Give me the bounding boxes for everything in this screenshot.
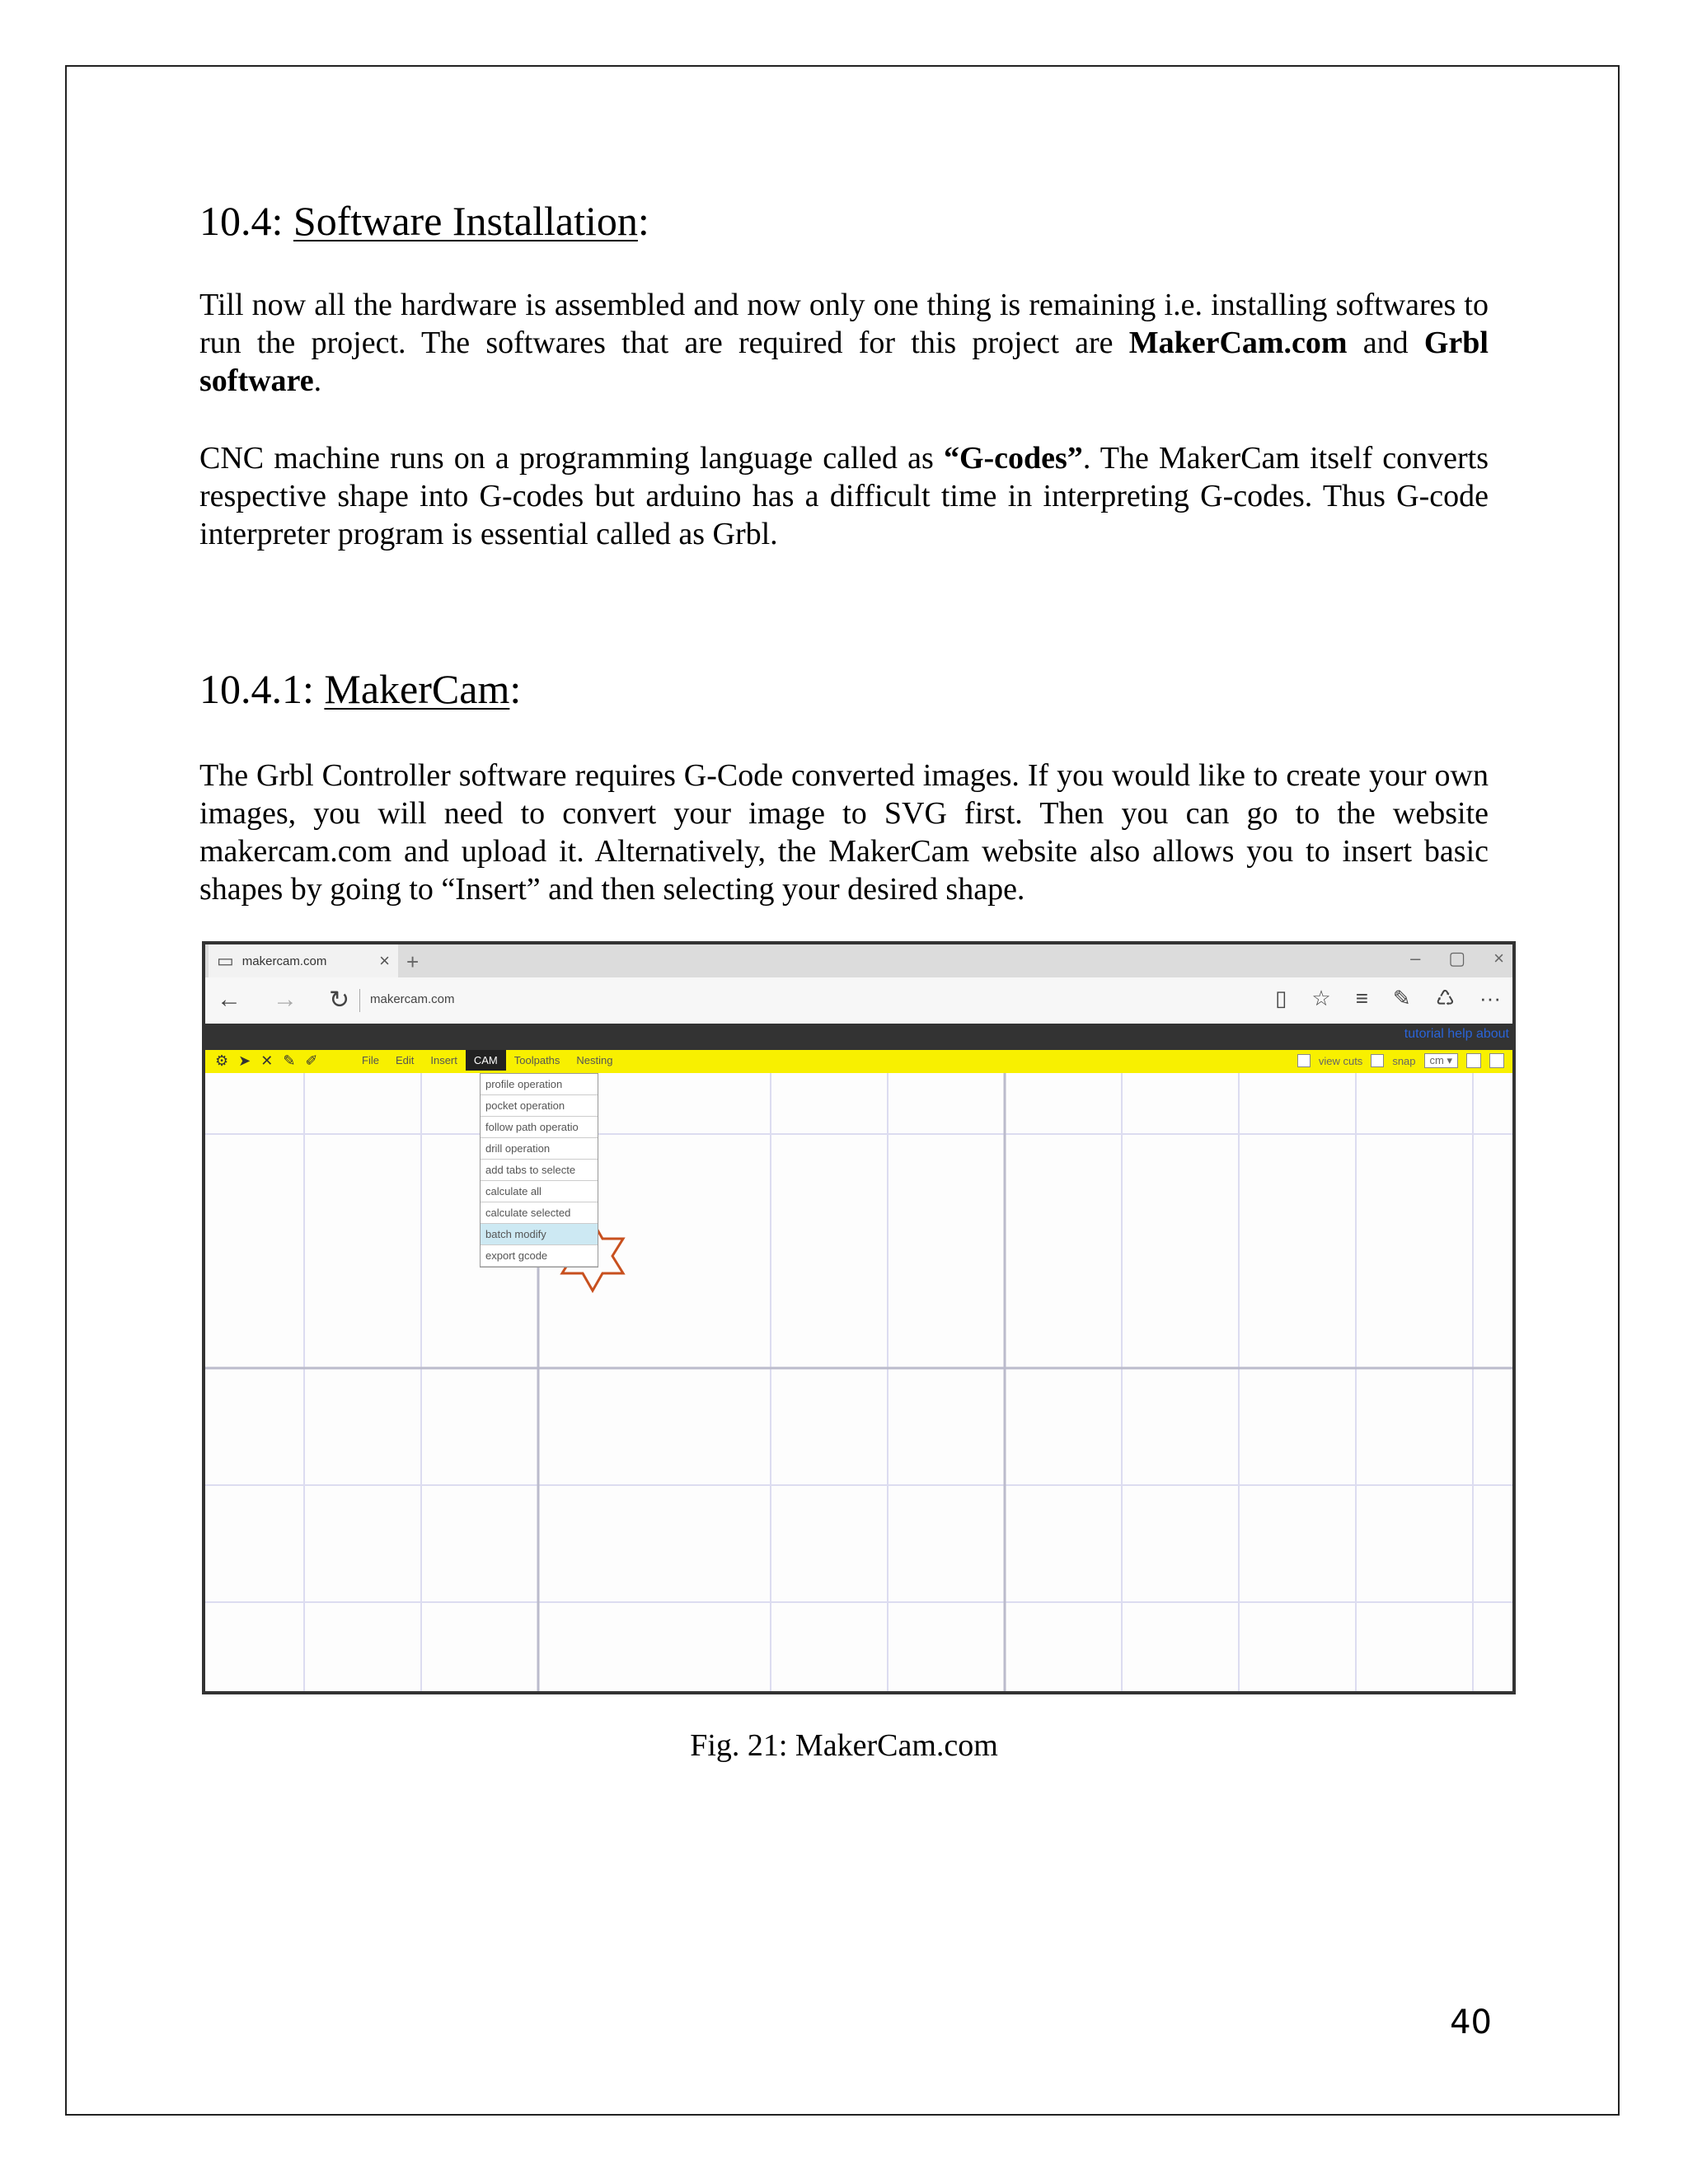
canvas-axes — [205, 1073, 1512, 1694]
window-controls — [1410, 948, 1504, 969]
paragraph-gcodes: CNC machine runs on a programming language called as “G-codes”. The MakerCam itself converts respective shape into G-codes but arduino has a difficult time in interpreting G-codes. Thus G-code interpreter program is essential called as Grbl. — [199, 441, 1489, 551]
menu-nesting[interactable]: Nesting — [576, 1054, 613, 1066]
paragraph-installation: Till now all the hardware is assembled and now only one thing is remaining i.e. installing softwares to run the project. The softwares that are required for this project are MakerCam.com and Grbl software. — [199, 288, 1489, 398]
pointer-icon[interactable]: ➤ — [238, 1052, 251, 1069]
zoom-out-button[interactable] — [1489, 1053, 1504, 1068]
snap-label: snap — [1392, 1054, 1416, 1067]
menu-edit[interactable]: Edit — [395, 1054, 415, 1066]
view-controls — [1297, 1053, 1504, 1068]
view-cuts-label: view cuts — [1318, 1054, 1363, 1067]
subsection-colon: : — [509, 666, 522, 712]
page-icon: ▭ — [217, 950, 234, 971]
canvas-grid — [205, 1073, 1512, 1694]
drawing-canvas[interactable] — [205, 1073, 1512, 1694]
zoom-in-button[interactable] — [1466, 1053, 1481, 1068]
app-toolbar — [205, 1050, 1512, 1073]
nav-buttons — [217, 986, 349, 1015]
web-note-icon[interactable]: ✎ — [1392, 986, 1411, 1010]
view-cuts-checkbox[interactable] — [1297, 1054, 1311, 1067]
browser-tabbar — [205, 944, 1512, 977]
gear-icon[interactable]: ⚙ — [215, 1052, 229, 1069]
menu-item-export-gcode[interactable]: export gcode — [481, 1245, 598, 1267]
menu-toolpaths[interactable]: Toolpaths — [513, 1054, 560, 1066]
makercam-bold: MakerCam.com — [1128, 326, 1348, 360]
tab-title: makercam.com — [241, 954, 327, 968]
maximize-icon[interactable]: ▢ — [1448, 948, 1466, 968]
subsection-heading — [199, 664, 521, 714]
hub-icon[interactable]: ≡ — [1355, 986, 1368, 1010]
paragraph-makercam: The Grbl Controller software requires G-Code converted images. If you would like to create your own images, you will need to convert your image to SVG first. Then you can go to the website makercam.com and upload it. Alternatively, the MakerCam website also allows you to insert basic shapes by going to “Insert” and then selecting your desired shape. — [199, 758, 1489, 907]
grbl-bold: Grbl software — [199, 326, 1489, 398]
address-bar — [205, 977, 1512, 1024]
menu-item-follow-path-operation[interactable]: follow path operatio — [481, 1117, 598, 1138]
top-links[interactable]: tutorial help about — [1404, 1027, 1509, 1041]
unit-select[interactable]: cm ▾ — [1424, 1053, 1458, 1068]
page-number: 40 — [1450, 2004, 1492, 2041]
pencil-icon[interactable]: ✐ — [305, 1052, 318, 1069]
menu-cam[interactable]: CAM — [466, 1050, 506, 1071]
close-icon[interactable]: × — [1493, 948, 1504, 968]
refresh-icon[interactable]: ↻ — [329, 987, 350, 1014]
figure-caption: Fig. 21: MakerCam.com — [690, 1728, 998, 1763]
makercam-screenshot — [202, 941, 1516, 1694]
share-icon[interactable]: ♺ — [1435, 986, 1456, 1010]
menu-item-calculate-selected[interactable]: calculate selected — [481, 1202, 598, 1224]
favorite-star-icon[interactable]: ☆ — [1311, 986, 1331, 1010]
menu-item-calculate-all[interactable]: calculate all — [481, 1181, 598, 1202]
section-heading — [199, 196, 649, 246]
menu-item-drill-operation[interactable]: drill operation — [481, 1138, 598, 1160]
url-field[interactable]: makercam.com — [370, 992, 455, 1006]
cam-dropdown-menu — [480, 1073, 598, 1268]
section-title: Software Installation — [293, 198, 638, 244]
tab-close-icon[interactable]: × — [379, 950, 390, 971]
menu-item-batch-modify[interactable]: batch modify — [481, 1224, 598, 1245]
more-icon[interactable]: ··· — [1479, 986, 1501, 1010]
reading-view-icon[interactable]: ▯ — [1275, 986, 1287, 1010]
pen-icon[interactable]: ✎ — [283, 1052, 296, 1069]
subsection-title: MakerCam — [324, 666, 510, 712]
browser-tab[interactable] — [209, 944, 398, 977]
app-menu — [354, 1050, 621, 1071]
url-separator — [359, 989, 360, 1012]
menu-item-profile-operation[interactable]: profile operation — [481, 1074, 598, 1095]
back-icon[interactable]: ← — [217, 986, 241, 1013]
app-header-bar — [205, 1024, 1512, 1050]
tool-icons — [215, 1052, 318, 1070]
node-select-icon[interactable]: ✕ — [260, 1052, 274, 1069]
menu-file[interactable]: File — [362, 1054, 379, 1066]
snap-checkbox[interactable] — [1371, 1054, 1384, 1067]
new-tab-icon[interactable]: + — [406, 949, 420, 974]
browser-tools — [1275, 986, 1501, 1011]
subsection-number: 10.4.1: — [199, 666, 325, 712]
menu-item-add-tabs[interactable]: add tabs to selecte — [481, 1160, 598, 1181]
minimize-icon[interactable]: – — [1410, 948, 1421, 968]
section-colon: : — [637, 198, 649, 244]
section-number: 10.4: — [199, 198, 293, 244]
menu-item-pocket-operation[interactable]: pocket operation — [481, 1095, 598, 1117]
gcodes-bold: “G-codes” — [943, 441, 1083, 476]
forward-icon[interactable]: → — [273, 986, 298, 1013]
menu-insert[interactable]: Insert — [430, 1054, 457, 1066]
